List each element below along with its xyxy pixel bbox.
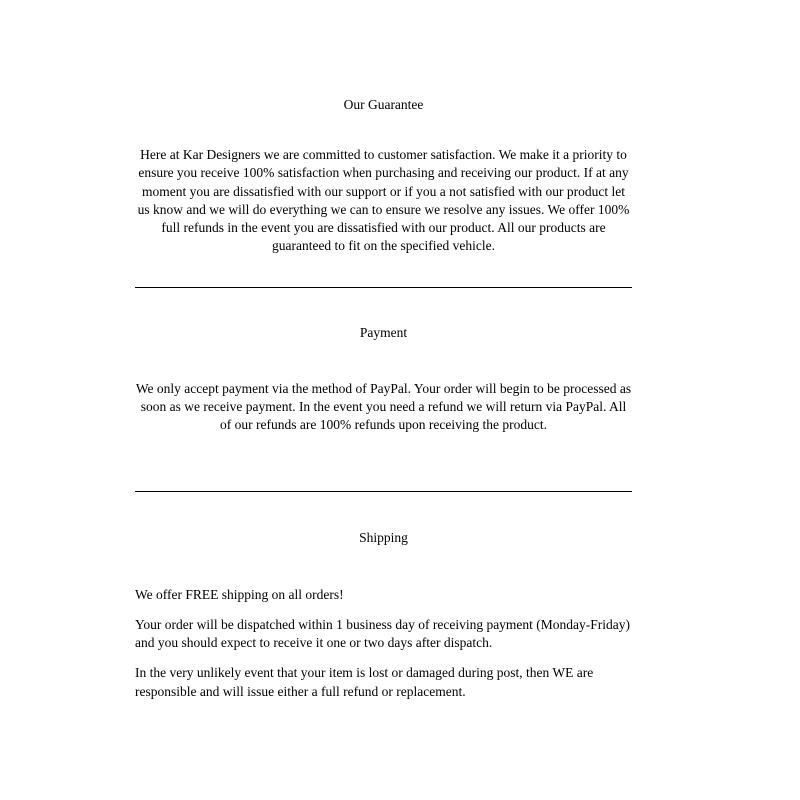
spacer: [135, 492, 632, 529]
spacer: [135, 548, 632, 586]
guarantee-section-body: Here at Kar Designers we are committed to customer satisfaction. We make it a priority to ensure you receive 100% satisfaction when purchasing and receiving our product. If at any moment you are dissatisfied with our support or if you a not satisfied with our product let us know and we will do everything we can to ensure we resolve any issues. We offer 100% full refunds in the event you are dissatisfied with our product. All our products are guaranteed to fit on the specified vehicle.: [137, 147, 630, 254]
payment-section-heading: Payment: [359, 324, 408, 340]
spacer: [135, 652, 632, 664]
spacer: [135, 256, 632, 287]
shipping-paragraph-lost-damaged: In the very unlikely event that your item is lost or damaged during post, then WE are responsible and will issue either a full refund or replacement.: [135, 665, 594, 699]
spacer: [135, 288, 632, 324]
payment-section-body: We only accept payment via the method of PayPal. Your order will begin to be processed as soon as we receive payment. In the event you need a refund we will return via PayPal. All of our refunds are 100% refunds upon receiving the product.: [135, 380, 632, 433]
guarantee-section-heading: Our Guarantee: [343, 97, 424, 112]
shipping-paragraph-free-shipping: We offer FREE shipping on all orders!: [135, 586, 344, 602]
shipping-section-heading: Shipping: [359, 530, 408, 546]
description-content: [135, 0, 632, 701]
shipping-paragraph-dispatch: Your order will be dispatched within 1 business day of receiving payment (Monday-Friday) and you should expect to receive it one or two days after dispatch.: [135, 616, 631, 651]
spacer: [135, 342, 632, 380]
spacer: [135, 604, 632, 616]
spacer: [135, 434, 632, 491]
spacer: [135, 114, 632, 146]
